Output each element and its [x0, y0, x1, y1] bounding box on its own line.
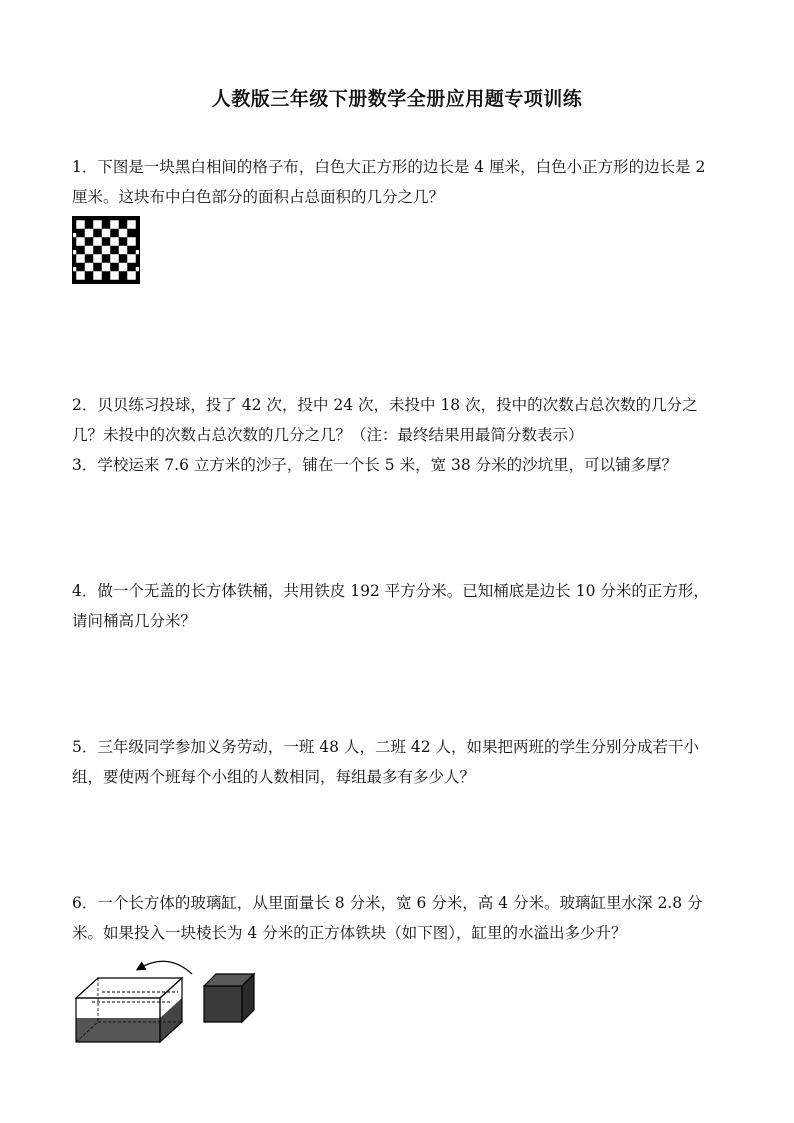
question-3: 3．学校运来 7.6 立方米的沙子，铺在一个长 5 米，宽 38 分米的沙坑里，可以铺多厚？: [72, 456, 678, 474]
question-6: 6．一个长方体的玻璃缸，从里面量长 8 分米，宽 6 分米，高 4 分米。玻璃缸里水深 2.8 分米。如果投入一块棱长为 4 分米的正方体铁块（如下图），缸里的水溢出多少升？: [72, 894, 703, 942]
question-1: 1．下图是一块黑白相间的格子布，白色大正方形的边长是 4 厘米，白色小正方形的边长是 2 厘米。这块布中白色部分的面积占总面积的几分之几？: [72, 158, 706, 206]
checkered-cloth-figure: [72, 216, 140, 284]
question-2: 2．贝贝练习投球，投了 42 次，投中 24 次，未投中 18 次，投中的次数占总次数的几分之几？未投中的次数占总次数的几分之几？（注：最终结果用最简分数表示）: [72, 396, 698, 444]
page-title: 人教版三年级下册数学全册应用题专项训练: [211, 88, 583, 110]
glass-tank-figure: [72, 958, 262, 1044]
question-5: 5．三年级同学参加义务劳动，一班 48 人，二班 42 人，如果把两班的学生分别分成若干小组，要使两个班每个小组的人数相同，每组最多有多少人？: [72, 738, 700, 786]
question-4: 4．做一个无盖的长方体铁桶，共用铁皮 192 平方分米。已知桶底是边长 10 分米的正方形，请问桶高几分米？: [72, 582, 709, 630]
